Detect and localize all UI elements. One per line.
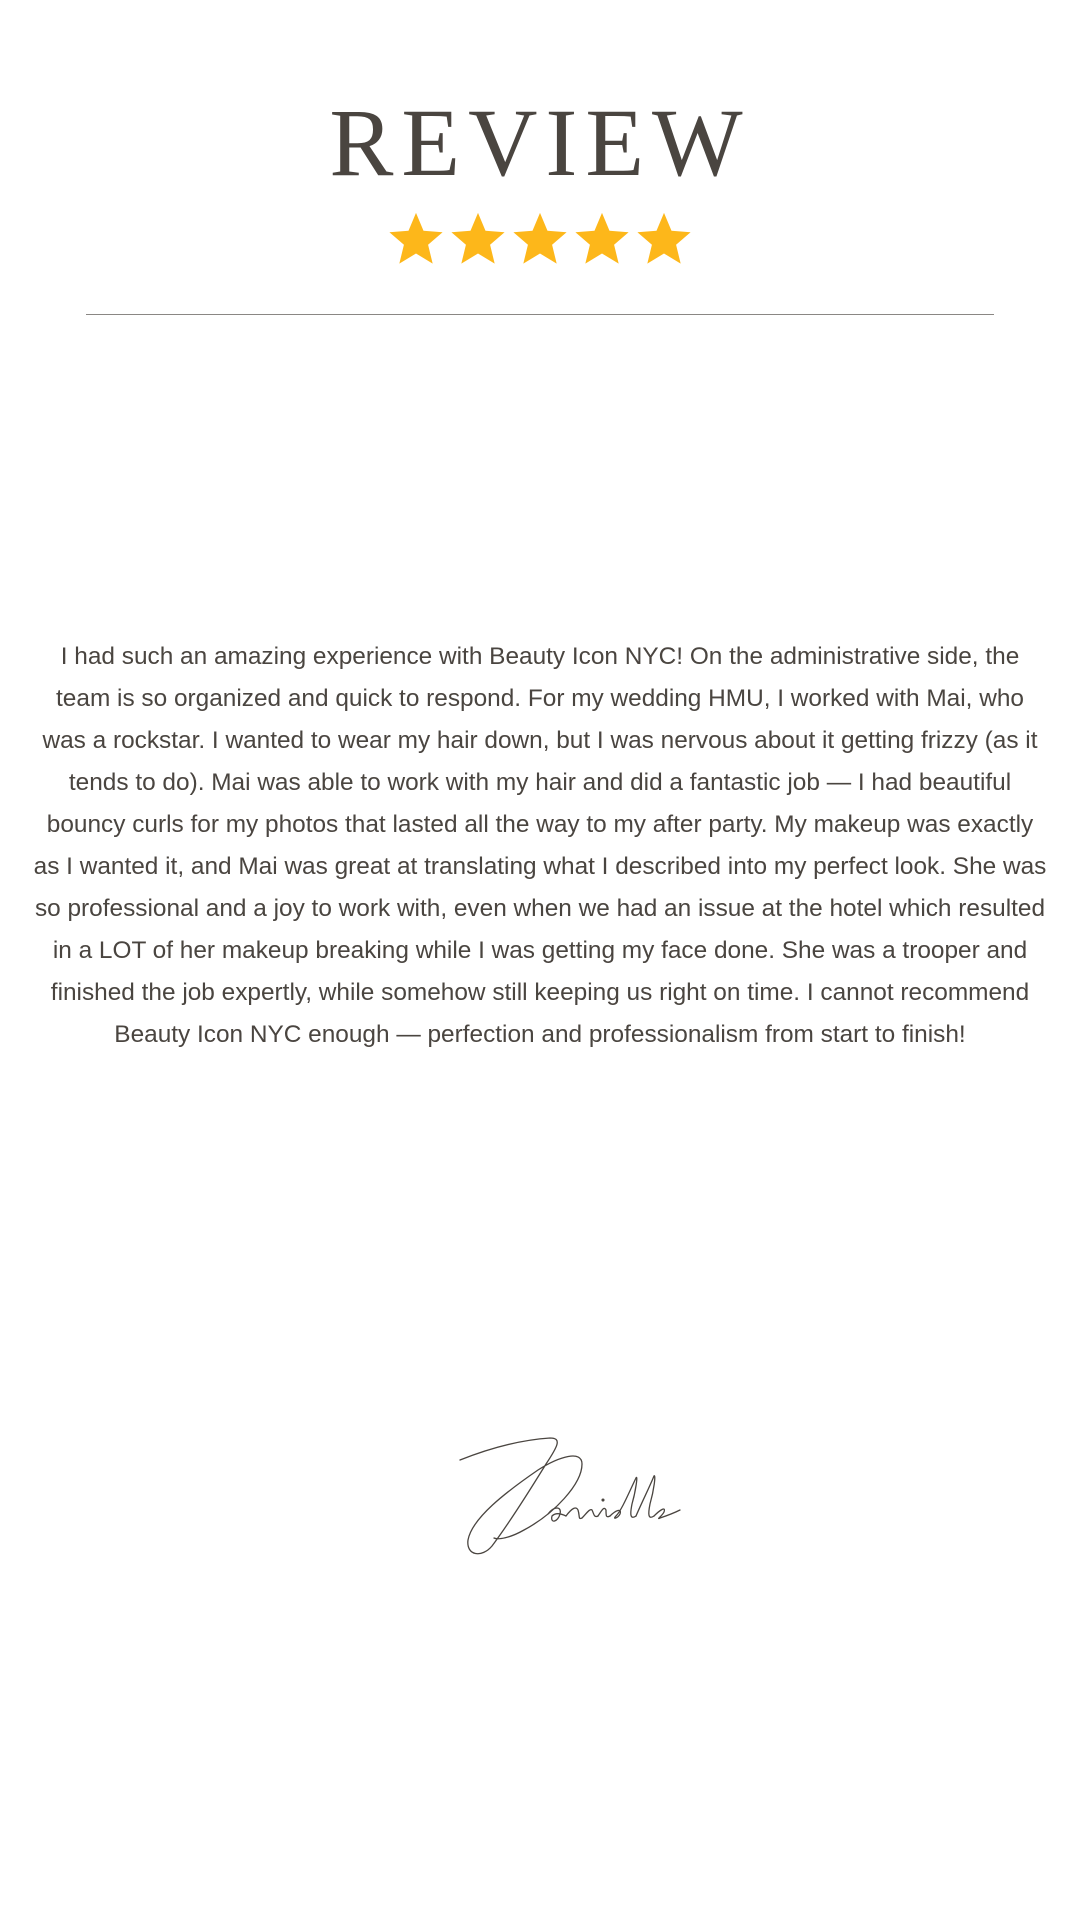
review-text: I had such an amazing experience with Beauty Icon NYC! On the administrative side, the team is so organized and quick to respond. For my wedding HMU, I worked with Mai, who was a rockstar. I wanted to wear my hair down, but I was nervous about it getting frizzy (as it tends to do). Mai was able to work with my hair and did a fantastic job — I had beautiful bouncy curls for my photos that lasted all the way to my after party. My makeup was exactly as I wanted it, and Mai was great at translating what I described into my perfect look. She was so professional and a joy to work with, even when we had an issue at the hotel which resulted in a LOT of her makeup breaking while I was getting my face done. She was a trooper and finished the job expertly, while somehow still keeping us right on time. I cannot recommend Beauty Icon NYC enough — perfection and professionalism from start to finish! — [33, 643, 1047, 1048]
star-icon — [511, 210, 569, 268]
divider — [86, 314, 994, 315]
star-icon — [635, 210, 693, 268]
star-icon — [573, 210, 631, 268]
page-title: REVIEW — [329, 89, 751, 196]
star-icon — [449, 210, 507, 268]
signature — [450, 1430, 690, 1560]
star-icon — [387, 210, 445, 268]
star-rating — [0, 210, 1080, 268]
